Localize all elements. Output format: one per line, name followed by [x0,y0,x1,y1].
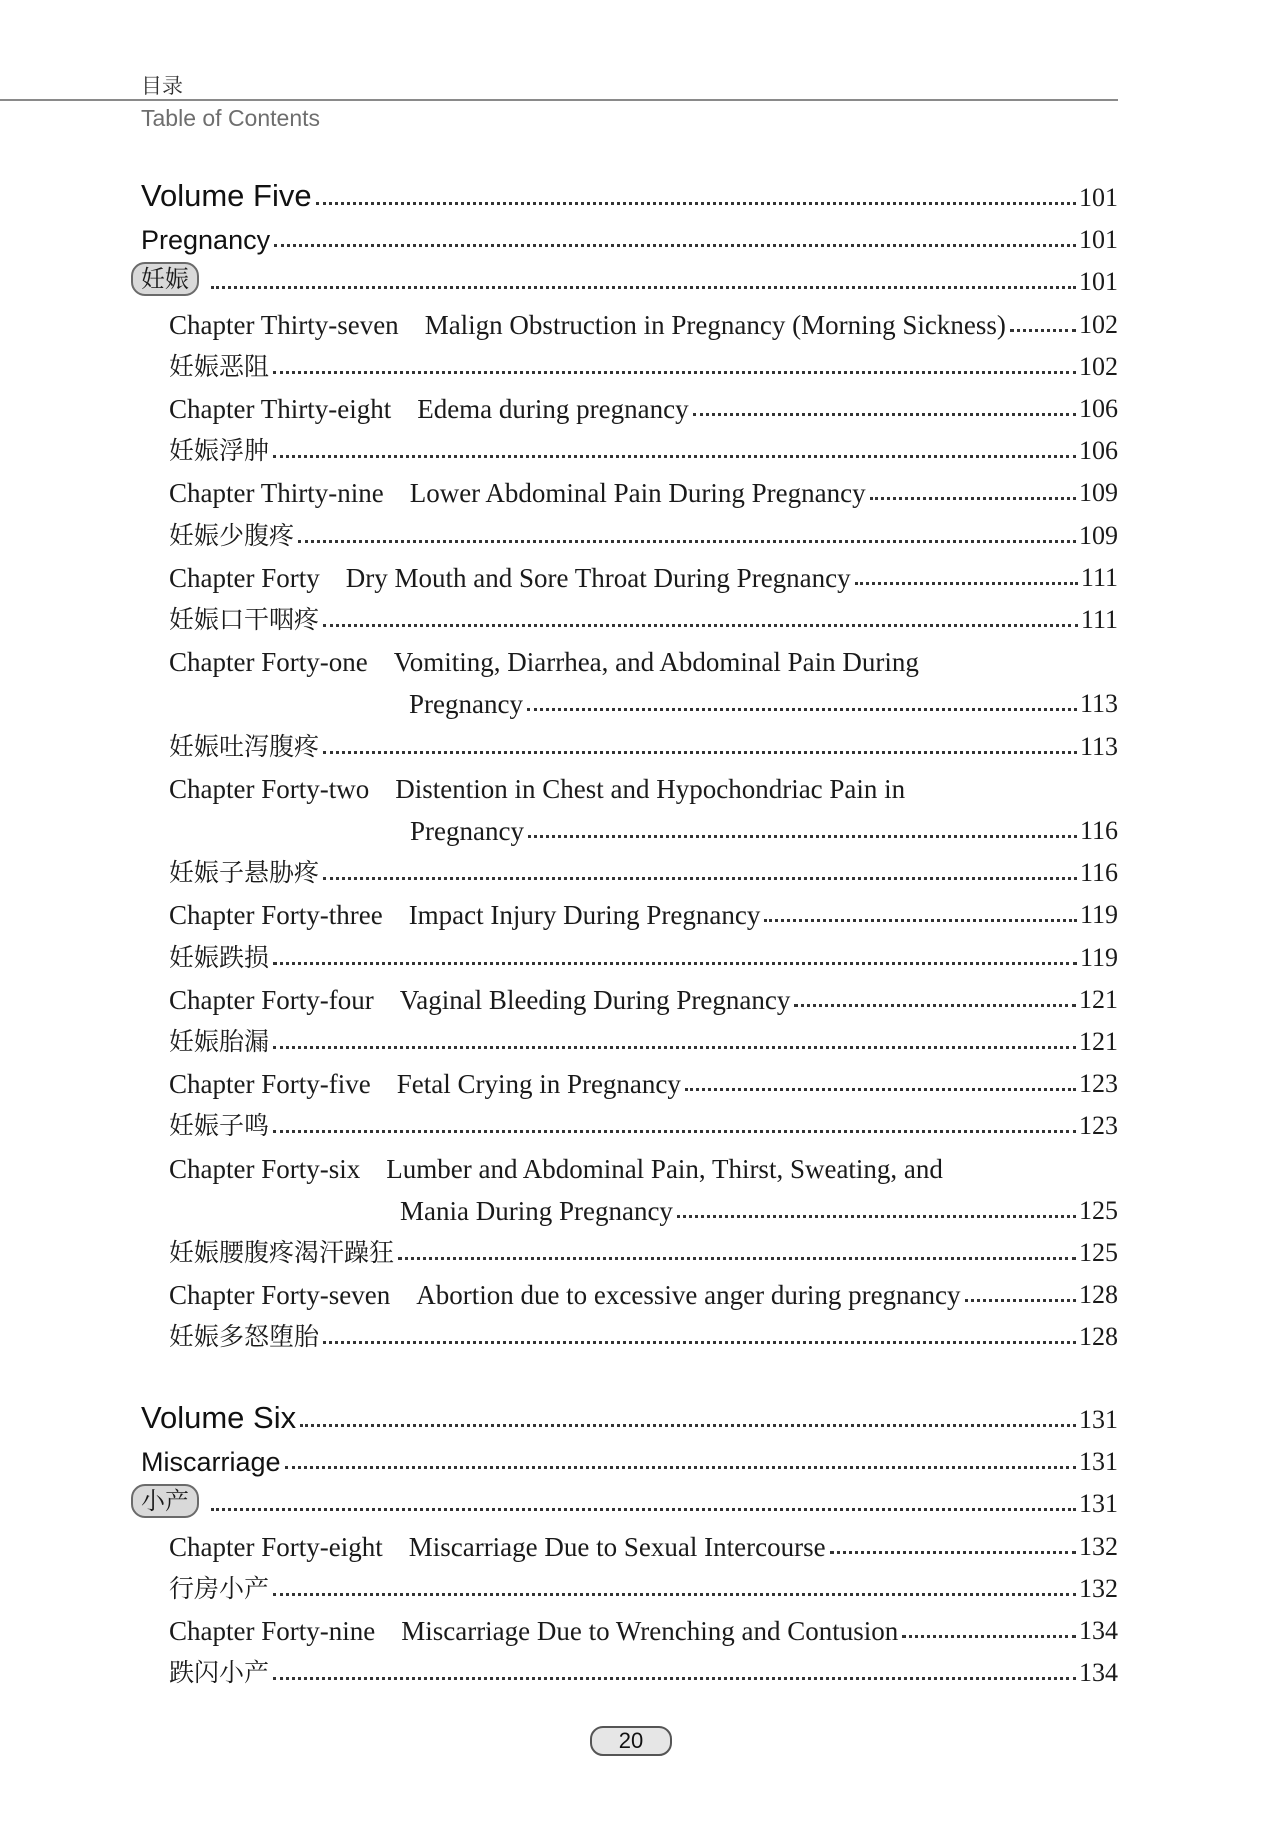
chapter-entry-line [169,552,1118,594]
chapter-entry-label [169,477,866,509]
section-title-text: Miscarriage [141,1447,281,1478]
dot-leader [300,1424,1076,1427]
chapter-entry-label [169,562,851,594]
chapter-entry-line [169,889,1118,931]
chapter-entry-line [169,1605,1118,1647]
chapter-entry-cn-line [169,341,1118,383]
chapter-entry-cn-line [169,1647,1118,1689]
section-title [0,1436,1280,1478]
chapter-entry-label [169,984,790,1016]
dot-leader [273,1130,1076,1133]
chapter-entry [0,467,1280,509]
chapter-entry-cn-label [169,1237,394,1269]
chapter-entry-cn-page: 102 [1079,351,1118,381]
chapter-title-cn: 妊娠恶阻 [169,351,270,381]
dot-leader [855,582,1078,585]
dot-leader [323,877,1077,880]
chapter-entry-cn-page: 116 [1079,858,1118,888]
chapter-entry-cont-line [410,805,1118,847]
chapter-title: Fetal Crying in Pregnancy [396,1069,681,1100]
volume-title [0,1394,1280,1436]
chapter-entry-cn-page: 106 [1079,436,1118,466]
chapter-entry-cn-page: 123 [1079,1111,1118,1141]
dot-leader [677,1215,1076,1218]
chapter-entry-cn [0,425,1280,467]
chapter-entry-cn-line [169,1311,1118,1353]
chapter-title-cn: 妊娠子悬胁疼 [169,858,320,888]
chapter-entry [169,636,919,678]
section-badge-page: 131 [1079,1489,1118,1519]
chapter-entry [169,763,905,805]
chapter-entry-line [169,1269,1118,1311]
chapter-entry-cn [0,1311,1280,1353]
chapter-title: Malign Obstruction in Pregnancy (Morning Sickness) [424,309,1006,340]
volume-title-page: 131 [1079,1405,1118,1434]
dot-leader [965,1299,1076,1302]
chapter-entry-cn-page: 111 [1080,605,1118,634]
chapter-entry-line [169,974,1118,1016]
chapter-entry-cn-label [169,942,269,974]
volume-title-line [141,1394,1118,1436]
chapter-title: Miscarriage Due to Sexual Intercourse [408,1531,826,1562]
dot-leader [316,202,1076,205]
chapter-entry-label [169,309,1006,341]
chapter-entry-page: 111 [1080,562,1118,592]
chapter-entry-cn [0,932,1280,974]
chapter-entry-cont-label [409,688,523,720]
dot-leader [211,286,1076,289]
chapter-entry-cn-label [169,1573,269,1605]
chapter-entry-label [169,1531,826,1563]
chapter-entry [0,383,1280,425]
chapter-entry-cn-line [169,510,1118,552]
chapter-entry-cont-label [400,1195,673,1227]
dot-leader [323,1341,1076,1344]
chapter-title-cn: 妊娠多怒堕胎 [169,1322,320,1352]
chapter-entry-line [169,467,1118,509]
chapter-entry-cn [0,510,1280,552]
dot-leader [870,497,1076,500]
chapter-title: Edema during pregnancy [417,394,689,424]
chapter-number: Chapter Forty-two [169,773,370,804]
chapter-number: Chapter Forty-one [169,647,368,678]
chapter-entry-cn-label [169,1110,269,1142]
chapter-title-cont: Pregnancy [409,689,523,720]
section-badge-line [131,256,1118,298]
chapter-entry-line [169,1521,1118,1563]
dot-leader [298,540,1076,543]
section-title-text: Pregnancy [141,225,271,256]
chapter-entry-cont-page: 116 [1079,816,1118,845]
dot-leader [398,1257,1076,1260]
section-badge-text: 小产 [141,1487,189,1516]
page-header [0,0,1280,140]
dot-leader [693,413,1076,416]
chapter-entry-line [169,1058,1118,1100]
section-badge-line [131,1478,1118,1520]
chapter-entry-cn-line [169,1227,1118,1269]
section-title-label [141,224,270,256]
chapter-entry-cn-line [169,1100,1118,1142]
chapter-entry [0,889,1280,931]
chapter-title-cn: 跌闪小产 [169,1658,270,1688]
section-title-label [141,1446,281,1478]
volume-title-text: Volume Six [141,1400,297,1435]
chapter-title-cn: 妊娠子鸣 [169,1111,270,1141]
chapter-number: Chapter Forty-four [169,984,374,1015]
chapter-title-cont: Mania During Pregnancy [400,1195,673,1226]
chapter-entry-cn-page: 134 [1079,1658,1118,1688]
volume-title-label [141,1400,296,1436]
chapter-entry-cn-label [169,1657,269,1689]
dot-leader [794,1004,1076,1007]
dot-leader [764,919,1077,922]
dot-leader [273,371,1076,374]
chapter-entry-cn-page: 132 [1079,1573,1118,1603]
chapter-entry [0,974,1280,1016]
chapter-entry-cont-page: 125 [1079,1195,1118,1225]
page-number: 20 [590,1726,672,1756]
chapter-entry-cn-page: 109 [1079,520,1118,550]
chapter-entry-cn-line [169,847,1118,889]
chapter-number: Chapter Forty-five [169,1069,371,1100]
chapter-title: Lumber and Abdominal Pain, Thirst, Sweating, and [386,1153,943,1184]
chapter-entry-cn-line [169,1016,1118,1058]
chapter-number: Chapter Forty [169,562,320,593]
chapter-entry-cn-line [169,594,1118,636]
dot-leader [273,1046,1076,1049]
chapter-title: Vaginal Bleeding During Pregnancy [399,984,791,1015]
chapter-entry-cn [0,1227,1280,1269]
chapter-entry-cont [0,805,1280,847]
chapter-title: Vomiting, Diarrhea, and Abdominal Pain During [393,647,919,678]
dot-leader [323,751,1077,754]
chapter-entry-cn-label [169,1026,269,1058]
chapter-entry-page: 121 [1079,984,1118,1014]
section-badge [0,1478,1280,1520]
section-title-line [141,1436,1118,1478]
chapter-entry-cn-page: 113 [1079,731,1118,761]
volume-title [0,172,1280,214]
chapter-entry [0,1058,1280,1100]
chapter-entry-cn-page: 121 [1079,1027,1118,1056]
chapter-title: Miscarriage Due to Wrenching and Contusion [401,1616,899,1646]
section-title-line [141,214,1118,256]
chapter-entry-page: 119 [1079,900,1118,930]
chapter-entry [0,552,1280,594]
dot-leader [273,962,1077,965]
chapter-title-cn: 妊娠少腹疼 [169,520,295,550]
chapter-entry-label [169,393,689,425]
section-badge-label [131,1484,199,1518]
dot-leader [685,1088,1076,1091]
chapter-entry-cn-line [169,721,1118,763]
chapter-entry-cn [0,847,1280,889]
chapter-number: Chapter Forty-three [169,900,383,931]
chapter-number: Chapter Forty-eight [169,1531,383,1562]
chapter-entry-cn-label [169,520,294,552]
chapter-entry-cn-page: 125 [1079,1238,1118,1267]
chapter-entry-line [169,383,1118,425]
chapter-title-cn: 妊娠腰腹疼渴汗躁狂 [169,1238,395,1267]
dot-leader [211,1508,1076,1511]
chapter-number: Chapter Forty-seven [169,1280,391,1311]
chapter-entry-cont [0,678,1280,720]
dot-leader [902,1635,1076,1638]
chapter-number: Chapter Thirty-seven [169,309,399,340]
section-title-page: 131 [1079,1447,1118,1477]
chapter-entry-cn [0,1016,1280,1058]
chapter-number: Chapter Forty-six [169,1153,361,1184]
chapter-entry-cn-label [169,435,269,467]
chapter-entry-cn-label [169,731,319,763]
chapter-title: Impact Injury During Pregnancy [408,900,761,931]
dot-leader [273,1677,1076,1680]
chapter-entry-cn-line [169,932,1118,974]
chapter-entry [0,1605,1280,1647]
chapter-entry-cn [0,341,1280,383]
chapter-title: Distention in Chest and Hypochondriac Pain in [395,773,906,804]
chapter-entry-cn [0,1100,1280,1142]
chapter-title-cn: 妊娠浮肿 [169,436,270,466]
chapter-entry-cont-page: 113 [1079,689,1118,719]
dot-leader [1010,329,1076,332]
chapter-entry-cn-line [169,1563,1118,1605]
dot-leader [323,624,1078,627]
chapter-entry-label [169,899,760,931]
chapter-entry-page: 102 [1079,309,1118,339]
dot-leader [274,244,1076,247]
chapter-title-cn: 行房小产 [169,1573,270,1603]
chapter-entry-cn-label [169,351,269,383]
chapter-number: Chapter Thirty-eight [169,394,392,424]
chapter-entry [169,1143,943,1185]
dot-leader [285,1466,1076,1469]
chapter-entry-page: 134 [1079,1616,1118,1645]
chapter-entry-page: 109 [1079,478,1118,508]
section-badge-label [131,262,199,296]
section-badge-page: 101 [1079,267,1118,297]
chapter-entry-label [169,1279,961,1311]
section-badge [0,256,1280,298]
chapter-entry-cont-line [409,678,1118,720]
header-divider [0,99,1118,101]
chapter-entry-cn-page: 128 [1079,1322,1118,1352]
chapter-entry-page: 106 [1079,394,1118,423]
dot-leader [273,1593,1076,1596]
chapter-entry-cn-label [169,1321,319,1353]
dot-leader [527,708,1077,711]
volume-title-text: Volume Five [141,178,312,213]
chapter-title: Abortion due to excessive anger during pregnancy [416,1280,961,1311]
chapter-entry [0,1269,1280,1311]
chapter-number: Chapter Thirty-nine [169,478,384,509]
header-title-cn: 目录 [141,74,183,98]
section-badge-text: 妊娠 [141,265,189,294]
chapter-entry-cont [0,1185,1280,1227]
chapter-number: Chapter Forty-nine [169,1616,376,1646]
header-title-en: Table of Contents [141,105,321,131]
chapter-title-cn: 妊娠口干咽疼 [169,605,320,634]
chapter-title-cn: 妊娠吐泻腹疼 [169,731,320,761]
volume-title-line [141,172,1118,214]
chapter-entry-page: 128 [1079,1280,1118,1310]
chapter-entry-cn-label [169,857,319,889]
chapter-entry-label [169,1615,898,1647]
dot-leader [830,1551,1076,1554]
chapter-title-cn: 妊娠跌损 [169,942,270,972]
chapter-entry-cn-line [169,425,1118,467]
chapter-entry [0,299,1280,341]
chapter-entry-cn [0,594,1280,636]
chapter-title-cont: Pregnancy [410,816,524,846]
dot-leader [528,835,1077,838]
chapter-entry [0,1521,1280,1563]
dot-leader [273,455,1076,458]
chapter-title: Lower Abdominal Pain During Pregnancy [409,478,866,509]
chapter-entry-cn [0,1647,1280,1689]
chapter-entry-cn [0,721,1280,763]
chapter-entry-label [169,1068,681,1100]
chapter-entry-line [169,299,1118,341]
volume-title-label [141,178,312,214]
section-title [0,214,1280,256]
chapter-entry-cn-label [169,604,319,636]
chapter-entry-cont-label [410,815,524,847]
chapter-title: Dry Mouth and Sore Throat During Pregnancy [345,562,851,593]
chapter-entry-page: 123 [1079,1069,1118,1099]
volume-title-page: 101 [1079,183,1118,212]
chapter-entry-cont-line [400,1185,1118,1227]
chapter-entry-cn [0,1563,1280,1605]
chapter-entry-cn-page: 119 [1079,942,1118,972]
chapter-title-cn: 妊娠胎漏 [169,1027,270,1056]
chapter-entry-page: 132 [1079,1531,1118,1561]
section-title-page: 101 [1079,225,1118,255]
